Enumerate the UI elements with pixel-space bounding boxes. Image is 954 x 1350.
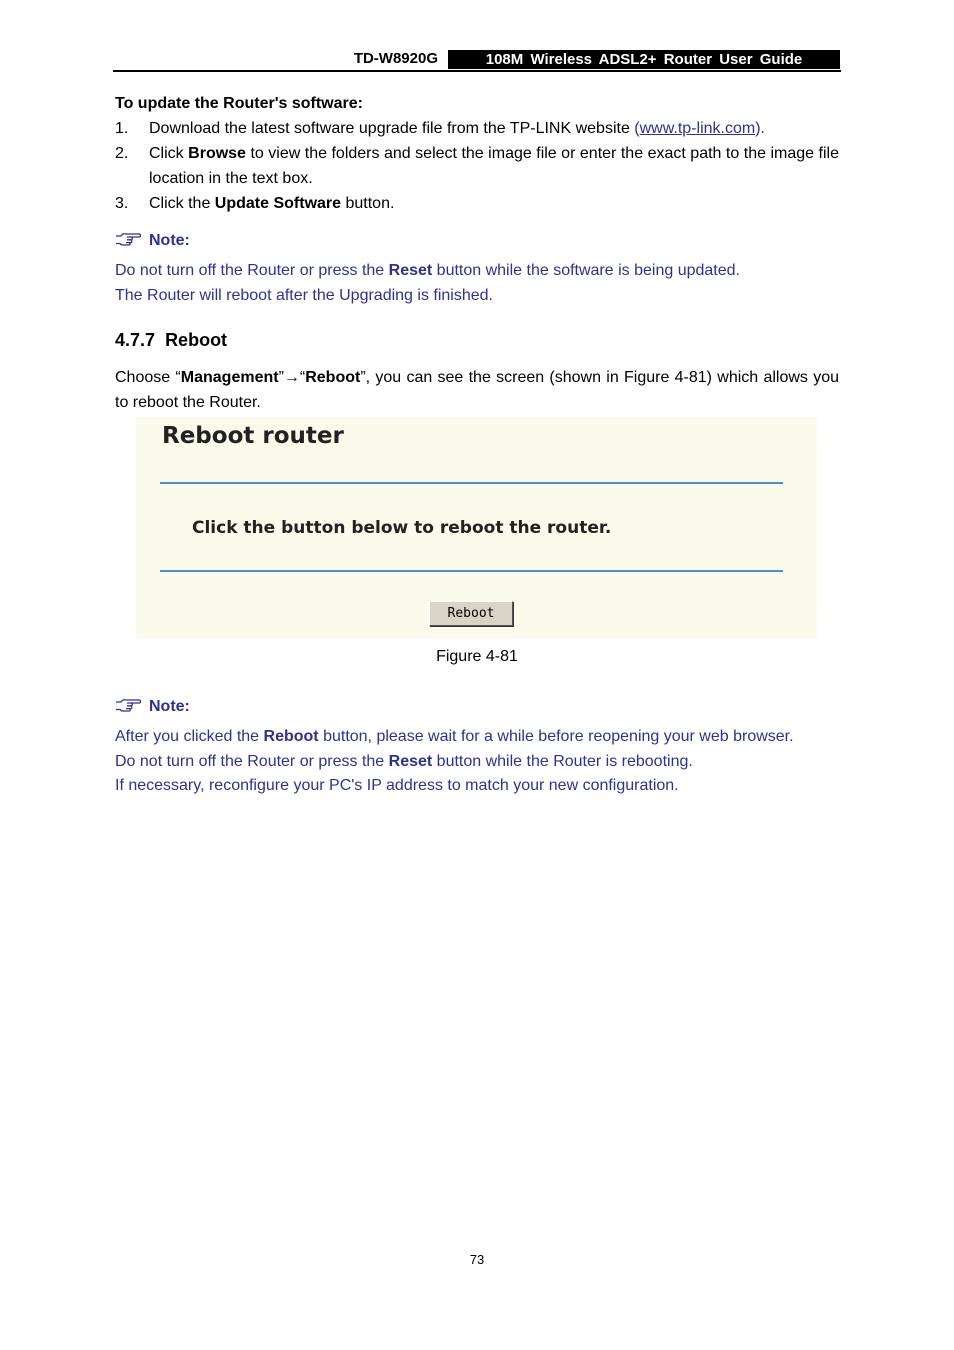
- header-model: TD-W8920G: [353, 50, 438, 67]
- note-text: Do not turn off the Router or press the: [115, 753, 389, 770]
- link-close: ).: [755, 120, 765, 137]
- section-intro: [115, 365, 839, 415]
- note-heading: [115, 694, 839, 719]
- link-open: (: [634, 120, 640, 137]
- page-header: [113, 49, 840, 71]
- intro-text: ”, you can see the screen (shown in Figure 4-81) which allows you to reboot the Router.: [115, 369, 840, 411]
- note-text: button while the Router is rebooting.: [432, 753, 693, 770]
- list-item: [115, 141, 839, 191]
- intro-text: Choose “: [115, 369, 181, 386]
- note-text: button while the software is being updated.: [432, 262, 740, 279]
- note-label: Note:: [149, 698, 190, 715]
- step-text-part: Click the: [149, 195, 215, 212]
- tp-link-website-link[interactable]: www.tp-link.com: [639, 120, 756, 137]
- note-text: After you clicked the: [115, 728, 264, 745]
- update-software-term: Update Software: [214, 195, 342, 212]
- step-text: [149, 116, 839, 141]
- step-text: [149, 141, 839, 191]
- step-text-part: Click: [149, 145, 189, 162]
- section-title: Reboot: [165, 330, 228, 350]
- update-heading: To update the Router's software:: [115, 95, 363, 112]
- figure-title: Reboot router: [162, 423, 344, 449]
- step-number: 3.: [115, 195, 129, 212]
- reboot-router-screenshot: [136, 417, 817, 638]
- step-text-part: Download the latest software upgrade file from the TP-LINK website: [149, 120, 635, 137]
- figure-divider-bottom: [160, 570, 783, 572]
- note-label: Note:: [149, 232, 190, 249]
- arrow-icon: ”→“: [278, 369, 306, 386]
- step-text-part: to view the folders and select the image file or enter the exact path to the image file location in the text box.: [149, 145, 839, 187]
- figure-divider-top: [160, 482, 783, 484]
- step-text-part: button.: [341, 195, 395, 212]
- header-divider: [113, 70, 841, 72]
- step-number: 1.: [115, 120, 129, 137]
- reboot-term: Reboot: [305, 369, 361, 386]
- reset-term: Reset: [388, 753, 433, 770]
- note-line: If necessary, reconfigure your PC's IP address to match your new configuration.: [115, 777, 679, 794]
- note-line: [115, 724, 839, 749]
- note-line: The Router will reboot after the Upgrading is finished.: [115, 287, 493, 304]
- step-text: [149, 191, 839, 216]
- section-number: 4.7.7: [115, 330, 156, 350]
- pointing-hand-icon: [115, 232, 141, 246]
- browse-term: Browse: [188, 145, 246, 162]
- step-number: 2.: [115, 145, 129, 162]
- reboot-button[interactable]: Reboot: [429, 601, 513, 626]
- list-item: [115, 191, 839, 216]
- note-line: [115, 258, 839, 283]
- list-item: [115, 116, 839, 141]
- note-text: Do not turn off the Router or press the: [115, 262, 389, 279]
- figure-caption: Figure 4-81: [436, 648, 518, 665]
- note-text: button, please wait for a while before reopening your web browser.: [318, 728, 794, 745]
- pointing-hand-icon: [115, 698, 141, 712]
- figure-message: Click the button below to reboot the router.: [192, 518, 612, 538]
- page-number: 73: [469, 1252, 485, 1267]
- section-heading: [115, 328, 839, 353]
- management-term: Management: [180, 369, 279, 386]
- note-heading: [115, 228, 839, 253]
- header-guide-title: 108M Wireless ADSL2+ Router User Guide: [448, 50, 840, 69]
- reset-term: Reset: [388, 262, 433, 279]
- note-line: [115, 749, 839, 774]
- reboot-term: Reboot: [263, 728, 319, 745]
